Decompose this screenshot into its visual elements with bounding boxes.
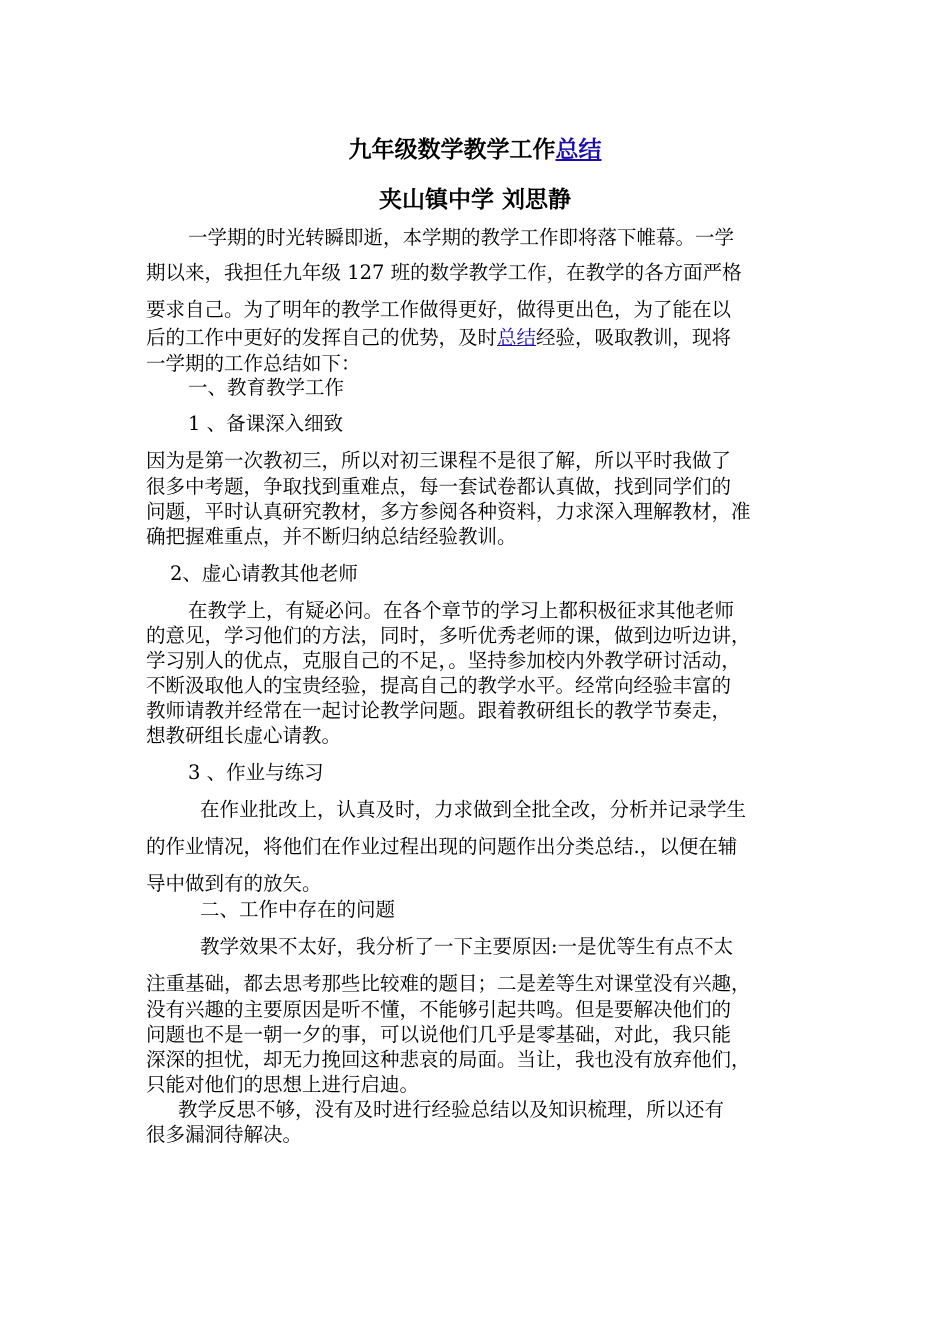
document-title [0, 132, 950, 168]
s2p1-line-2: 注重基础，都去思考那些比较难的题目；二是差等生对课堂没有兴趣， [146, 972, 751, 995]
intro-line-4-before: 后的工作中更好的发挥自己的优势，及时 [146, 326, 498, 349]
sub2-line-5: 教师请教并经常在一起讨论教学问题。跟着教研组长的教学节奏走， [146, 699, 732, 722]
intro-line-3: 要求自己。为了明年的教学工作做得更好，做得更出色，为了能在以 [146, 298, 732, 321]
intro-summary-link[interactable]: 总结 [497, 326, 537, 349]
s2p1-line-1: 教学效果不太好，我分析了一下主要原因:一是优等生有点不太 [200, 935, 734, 958]
sub1-line-3: 问题，平时认真研究教材，多方参阅各种资料，力求深入理解教材，准 [146, 500, 751, 523]
sub1-line-2: 很多中考题，争取找到重难点，每一套试卷都认真做，找到同学们的 [146, 475, 732, 498]
s2p2-line-2: 很多漏洞待解决。 [146, 1123, 303, 1146]
sub3-line-3: 导中做到有的放矢。 [146, 872, 322, 895]
document-subtitle: 夹山镇中学 刘思静 [378, 187, 571, 213]
subsection-1-heading: 1 、备课深入细致 [188, 412, 344, 435]
title-summary-link[interactable]: 总结 [555, 137, 602, 163]
sub2-line-3: 学习别人的优点，克服自己的不足，。坚持参加校内外教学研讨活动， [146, 649, 741, 672]
title-text: 九年级数学教学工作 [348, 137, 556, 163]
intro-line-5: 一学期的工作总结如下： [146, 352, 361, 375]
subsection-3-heading: 3 、作业与练习 [188, 761, 324, 784]
subsection-2-heading: 2、虚心请教其他老师 [170, 562, 358, 585]
sub2-line-6: 想教研组长虚心请教。 [146, 724, 342, 747]
s2p2-line-1: 教学反思不够，没有及时进行经验总结以及知识梳理，所以还有 [178, 1098, 725, 1121]
sub2-line-1: 在教学上，有疑必问。在各个章节的学习上都积极征求其他老师 [188, 599, 735, 622]
s2p1-line-5: 深深的担忧，却无力挽回这种悲哀的局面。当让，我也没有放弃他们， [146, 1048, 751, 1071]
s2p1-line-4: 问题也不是一朝一夕的事，可以说他们几乎是零基础，对此，我只能 [146, 1023, 732, 1046]
sub1-line-4: 确把握难重点，并不断归纳总结经验教训。 [146, 525, 517, 548]
intro-line-4-after: 经验，吸取教训，现将 [536, 326, 732, 349]
intro-line-1: 一学期的时光转瞬即逝，本学期的教学工作即将落下帷幕。一学 [188, 226, 735, 249]
sub2-line-4: 不断汲取他人的宝贵经验，提高自己的教学水平。经常向经验丰富的 [146, 674, 732, 697]
sub3-line-1: 在作业批改上，认真及时，力求做到全批全改，分析并记录学生 [200, 798, 747, 821]
sub1-line-1: 因为是第一次教初三，所以对初三课程不是很了解，所以平时我做了 [146, 449, 732, 472]
section-1-heading: 一、教育教学工作 [188, 376, 345, 399]
s2p1-line-3: 没有兴趣的主要原因是听不懂，不能够引起共鸣。但是要解决他们的 [146, 998, 732, 1021]
sub2-line-2: 的意见，学习他们的方法，同时，多听优秀老师的课，做到边听边讲， [146, 624, 751, 647]
section-2-heading: 二、工作中存在的问题 [200, 898, 396, 921]
sub3-line-2: 的作业情况，将他们在作业过程出现的问题作出分类总结.，以便在辅 [146, 835, 738, 858]
intro-line-4 [146, 324, 814, 352]
intro-line-2: 期以来，我担任九年级 127 班的数学教学工作，在教学的各方面严格 [146, 261, 742, 284]
s2p1-line-6: 只能对他们的思想上进行启迪。 [146, 1073, 420, 1096]
